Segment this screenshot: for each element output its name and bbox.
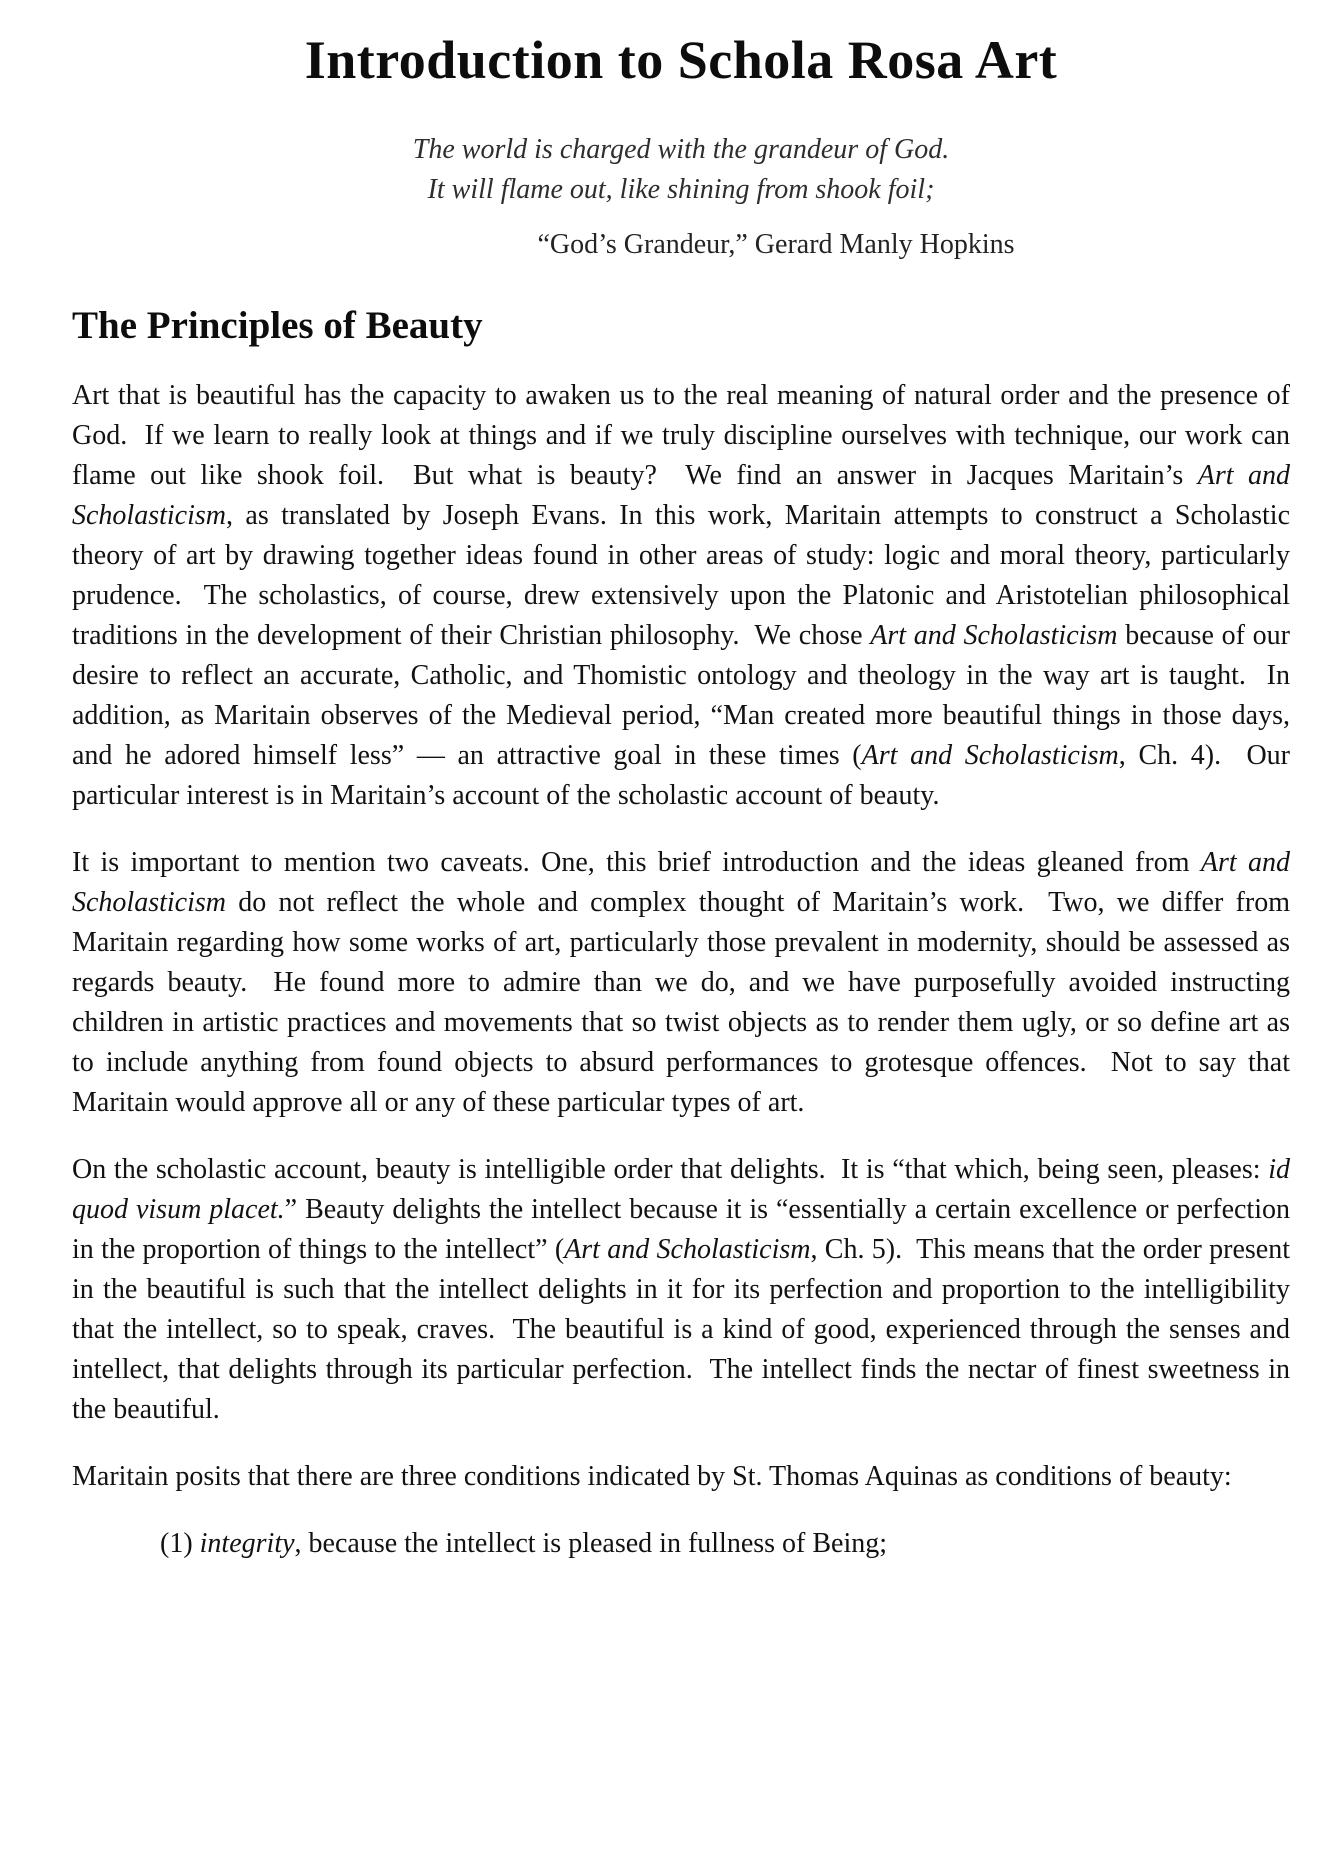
italic-text-run: Art and Scholasticism xyxy=(564,1234,811,1265)
text-run: do not reflect the whole and complex thought of Maritain’s work. Two, we differ from Maritain regarding how some works of art, particularly those prevalent in modernity, should be assessed as regards beauty. He found more to admire than we do, and we have purposefully avoided instructing children in artistic practices and movements that so twist objects as to render them ugly, or so define art as to include anything from found objects to absurd performances to grotesque offences. Not to say that Maritain would approve all or any of these particular types of art. xyxy=(72,887,1290,1118)
section-heading: The Principles of Beauty xyxy=(72,304,483,347)
body-paragraph xyxy=(72,376,1290,816)
document-title: Introduction to Schola Rosa Art xyxy=(304,30,1058,90)
body-paragraph xyxy=(72,1150,1290,1430)
text-run: On the scholastic account, beauty is intelligible order that delights. It is “that which, being seen, pleases: xyxy=(72,1154,1269,1185)
italic-text-run: id quod visum placet. xyxy=(72,1154,1290,1225)
epigraph-line-2: It will flame out, like shining from shook foil; xyxy=(427,174,935,205)
text-run: It is important to mention two caveats. One, this brief introduction and the ideas gleaned from xyxy=(72,847,1201,878)
text-run: , Ch. 4). Our particular interest is in Maritain’s account of the scholastic account of beauty. xyxy=(72,740,1291,811)
text-run: ” Beauty delights the intellect because it is “essentially a certain excellence or perfection in the proportion of things to the intellect” ( xyxy=(72,1194,1290,1265)
body-paragraph xyxy=(72,843,1290,1123)
text-run: , because the intellect is pleased in fullness of Being; xyxy=(294,1528,888,1559)
text-run: Art that is beautiful has the capacity to awaken us to the real meaning of natural order and the presence of God. If we learn to really look at things and if we truly discipline ourselves with technique, our work can flame out like shook foil. But what is beauty? We find an answer in Jacques Maritain’s xyxy=(72,380,1290,491)
body-paragraph xyxy=(72,1457,1290,1497)
italic-text-run: Art and Scholasticism xyxy=(72,847,1290,918)
italic-text-run: Art and Scholasticism xyxy=(861,740,1119,771)
document-body xyxy=(72,376,1290,1564)
italic-text-run: integrity xyxy=(199,1528,295,1559)
text-run: Maritain posits that there are three conditions indicated by St. Thomas Aquinas as conditions of beauty: xyxy=(72,1461,1232,1492)
text-run: , as translated by Joseph Evans. In this work, Maritain attempts to construct a Scholastic theory of art by drawing together ideas found in other areas of study: logic and moral theory, particularly prudence. The scholastics, of course, drew extensively upon the Platonic and Aristotelian philosophical traditions in the development of their Christian philosophy. We chose xyxy=(72,500,1290,651)
italic-text-run: Art and Scholasticism xyxy=(870,620,1118,651)
italic-text-run: Art and Scholasticism xyxy=(72,460,1290,531)
epigraph xyxy=(72,130,1290,264)
list-item xyxy=(72,1524,1290,1564)
text-run: , Ch. 5). This means that the order present in the beautiful is such that the intellect delights in it for its perfection and proportion to the intelligibility that the intellect, so to speak, craves. The beautiful is a kind of good, experienced through the senses and intellect, that delights through its particular perfection. The intellect finds the nectar of finest sweetness in the beautiful. xyxy=(72,1234,1291,1425)
epigraph-attribution: “God’s Grandeur,” Gerard Manly Hopkins xyxy=(537,229,1015,260)
text-run: (1) xyxy=(160,1528,200,1559)
text-run: because of our desire to reflect an accurate, Catholic, and Thomistic ontology and theology in the way art is taught. In addition, as Maritain observes of the Medieval period, “Man created more beautiful things in those days, and he adored himself less” — an attractive goal in these times ( xyxy=(72,620,1290,771)
epigraph-line-1: The world is charged with the grandeur of God. xyxy=(412,134,950,165)
